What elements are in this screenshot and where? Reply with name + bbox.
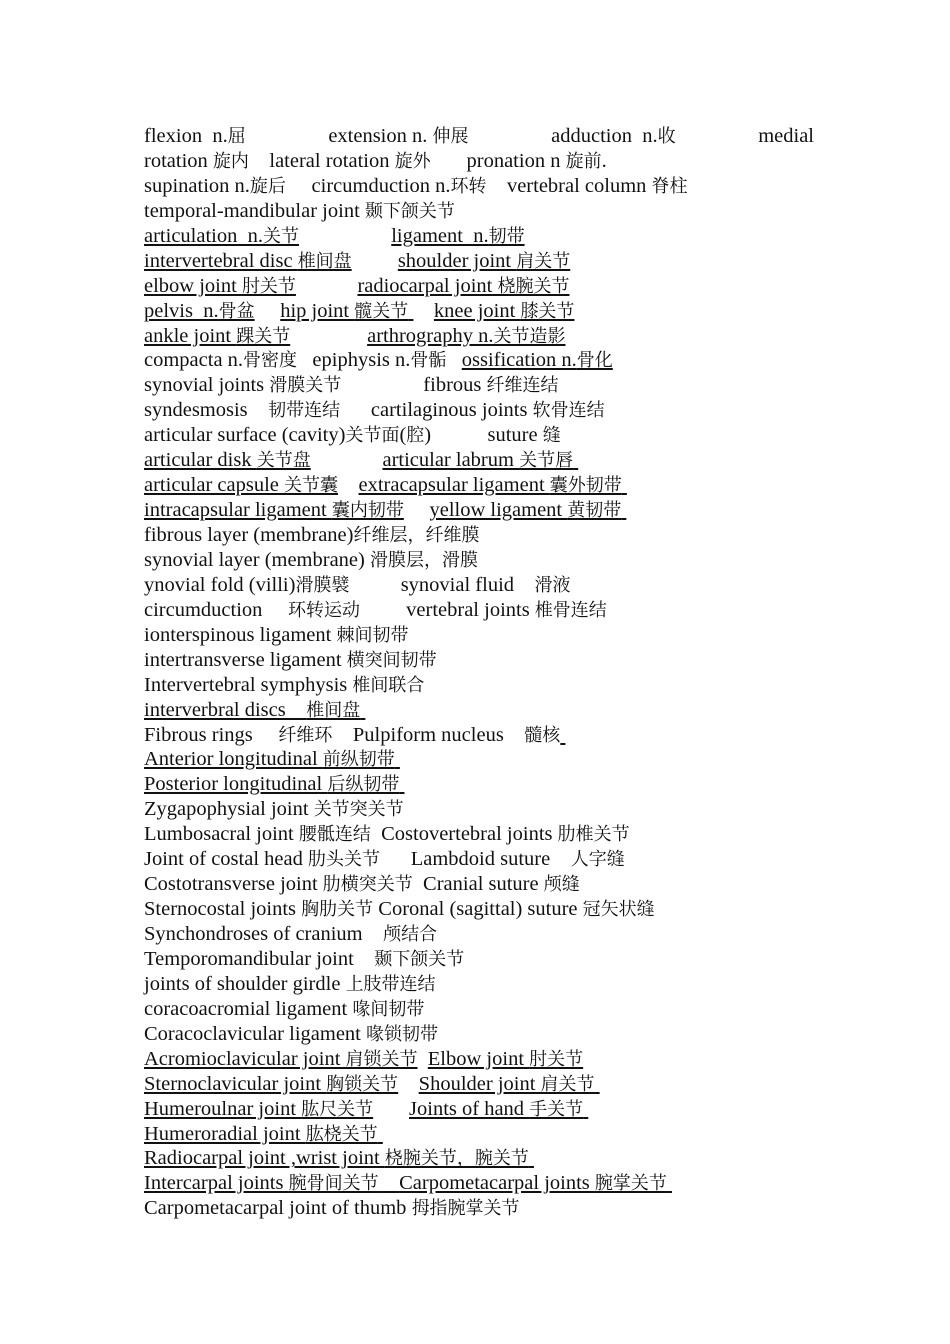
text-line bbox=[144, 698, 814, 723]
underlined-term: Humeroradial joint 肱桡关节 bbox=[144, 1122, 378, 1145]
underlined-term: hip joint 髋关节 bbox=[280, 299, 409, 322]
term-text: ionterspinous ligament 棘间韧带 bbox=[144, 623, 409, 646]
text-line bbox=[144, 249, 814, 274]
term-text bbox=[311, 449, 383, 471]
underlined-term: Anterior longitudinal 前纵韧带 bbox=[144, 748, 395, 771]
term-text bbox=[404, 499, 430, 521]
underlined-term: Radiocarpal joint ,wrist joint 桡腕关节，腕关节 bbox=[144, 1147, 529, 1170]
term-text: supination n.旋后 circumduction n.环转 vertebral column 脊柱 bbox=[144, 174, 688, 197]
text-line bbox=[144, 448, 814, 473]
text-line bbox=[144, 772, 814, 797]
term-text: ynovial fold (villi)滑膜襞 synovial fluid 滑液 bbox=[144, 573, 571, 596]
underlined-term: Carpometacarpal joints 腕掌关节 bbox=[399, 1172, 667, 1195]
underlined-term bbox=[560, 724, 565, 746]
text-line bbox=[144, 1122, 814, 1147]
term-text bbox=[255, 300, 281, 322]
term-text: Coracoclavicular ligament 喙锁韧带 bbox=[144, 1022, 438, 1045]
text-line bbox=[144, 897, 814, 922]
text-line bbox=[144, 947, 814, 972]
text-line bbox=[144, 473, 814, 498]
underlined-term: articular capsule 关节囊 bbox=[144, 474, 339, 497]
text-line bbox=[144, 299, 814, 324]
term-text bbox=[413, 300, 434, 322]
term-text: articular surface (cavity)关节面(腔) suture 缝 bbox=[144, 424, 561, 447]
document-page bbox=[144, 124, 814, 1221]
underlined-term: Elbow joint 肘关节 bbox=[427, 1047, 584, 1070]
term-text: Joint of costal head 肋头关节 Lambdoid suture 人字缝 bbox=[144, 848, 625, 871]
underlined-term: Sternoclavicular joint 胸锁关节 bbox=[144, 1072, 399, 1095]
term-text: joints of shoulder girdle 上肢带连结 bbox=[144, 972, 436, 995]
text-line bbox=[144, 1047, 814, 1072]
term-text: Temporomandibular joint 颞下颌关节 bbox=[144, 947, 465, 970]
text-line bbox=[144, 1022, 814, 1047]
text-line bbox=[144, 1171, 814, 1196]
underlined-term: ossification n.骨化 bbox=[461, 349, 613, 372]
underlined-term: ligament n.韧带 bbox=[391, 224, 525, 247]
text-line bbox=[144, 922, 814, 947]
term-text bbox=[338, 474, 359, 496]
text-line bbox=[144, 797, 814, 822]
text-line bbox=[144, 747, 814, 772]
term-text: temporal-mandibular joint 颞下颌关节 bbox=[144, 199, 455, 222]
text-line bbox=[144, 623, 814, 648]
text-line bbox=[144, 822, 814, 847]
underlined-term: interverbral discs 椎间盘 bbox=[144, 698, 361, 721]
underlined-term: intracapsular ligament 囊内韧带 bbox=[144, 499, 404, 522]
term-text: coracoacromial ligament 喙间韧带 bbox=[144, 997, 425, 1020]
term-text: Intervertebral symphysis 椎间联合 bbox=[144, 673, 425, 696]
term-text: circumduction 环转运动 vertebral joints 椎骨连结 bbox=[144, 598, 607, 621]
text-line bbox=[144, 124, 814, 149]
underlined-term: Shoulder joint 肩关节 bbox=[418, 1072, 595, 1095]
term-text: flexion n.屈 bbox=[144, 125, 246, 147]
term-text: medial bbox=[758, 125, 814, 147]
text-line bbox=[144, 1196, 814, 1221]
text-line bbox=[144, 1072, 814, 1097]
text-line bbox=[144, 423, 814, 448]
underlined-term: articular disk 关节盘 bbox=[144, 449, 311, 472]
term-text: intertransverse ligament 横突间韧带 bbox=[144, 648, 437, 671]
term-text: Synchondroses of cranium 颅结合 bbox=[144, 923, 438, 945]
text-line bbox=[144, 174, 814, 199]
term-text: adduction n.收 bbox=[551, 125, 676, 147]
text-line bbox=[144, 523, 814, 548]
text-line bbox=[144, 373, 814, 398]
term-text: Carpometacarpal joint of thumb 拇指腕掌关节 bbox=[144, 1197, 520, 1220]
underlined-term: Acromioclavicular joint 肩锁关节 bbox=[144, 1047, 418, 1070]
term-text: synovial joints 滑膜关节 fibrous 纤维连结 bbox=[144, 374, 559, 397]
text-line bbox=[144, 224, 814, 249]
text-line bbox=[144, 673, 814, 698]
term-text: syndesmosis 韧带连结 cartilaginous joints 软骨连结 bbox=[144, 399, 605, 422]
underlined-term: extracapsular ligament 囊外韧带 bbox=[358, 474, 622, 497]
underlined-term: knee joint 膝关节 bbox=[433, 299, 575, 322]
underlined-term: articulation n.关节 bbox=[144, 224, 299, 247]
term-text: fibrous layer (membrane)纤维层，纤维膜 bbox=[144, 524, 480, 546]
text-line bbox=[144, 348, 814, 373]
text-line bbox=[144, 972, 814, 997]
text-line bbox=[144, 398, 814, 423]
term-text bbox=[398, 1073, 419, 1095]
underlined-term: articular labrum 关节唇 bbox=[382, 449, 574, 472]
underlined-term: Intercarpal joints 腕骨间关节 bbox=[144, 1172, 379, 1195]
text-line bbox=[144, 324, 814, 349]
text-line bbox=[144, 997, 814, 1022]
term-text bbox=[418, 1048, 428, 1070]
term-text bbox=[299, 225, 391, 247]
text-line bbox=[144, 573, 814, 598]
underlined-term: intervertebral disc 椎间盘 bbox=[144, 249, 352, 272]
term-text: compacta n.骨密度 epiphysis n.骨骺 bbox=[144, 349, 447, 372]
term-text: Costotransverse joint 肋横突关节 Cranial suture 颅缝 bbox=[144, 873, 580, 896]
text-line bbox=[144, 872, 814, 897]
text-line bbox=[144, 1146, 814, 1171]
term-text bbox=[373, 1098, 409, 1120]
term-text bbox=[296, 275, 358, 297]
term-text bbox=[290, 325, 367, 347]
term-text: Lumbosacral joint 腰骶连结 Costovertebral joints 肋椎关节 bbox=[144, 823, 630, 846]
term-text: rotation 旋内 lateral rotation 旋外 pronation n 旋前. bbox=[144, 149, 607, 172]
text-line bbox=[144, 548, 814, 573]
term-text: extension n. 伸展 bbox=[328, 125, 469, 147]
underlined-term: Posterior longitudinal 后纵韧带 bbox=[144, 773, 400, 796]
term-text: Sternocostal joints 胸肋关节 Coronal (sagittal) suture 冠矢状缝 bbox=[144, 898, 655, 921]
underlined-term: yellow ligament 黄韧带 bbox=[429, 499, 622, 522]
term-text: Zygapophysial joint 关节突关节 bbox=[144, 798, 404, 821]
underlined-term: elbow joint 肘关节 bbox=[144, 274, 296, 297]
text-line bbox=[144, 723, 814, 748]
text-line bbox=[144, 598, 814, 623]
underlined-term: arthrography n.关节造影 bbox=[367, 324, 566, 347]
underlined-term: ankle joint 踝关节 bbox=[144, 324, 291, 347]
text-line bbox=[144, 648, 814, 673]
term-text: Fibrous rings 纤维环 Pulpiform nucleus 髓核 bbox=[144, 723, 561, 746]
text-line bbox=[144, 498, 814, 523]
underlined-term: Joints of hand 手关节 bbox=[409, 1097, 584, 1120]
text-line bbox=[144, 199, 814, 224]
term-text: synovial layer (membrane) 滑膜层，滑膜 bbox=[144, 548, 478, 571]
underlined-term: shoulder joint 肩关节 bbox=[397, 249, 571, 272]
underlined-term: radiocarpal joint 桡腕关节 bbox=[357, 274, 570, 297]
text-line bbox=[144, 149, 814, 174]
text-line bbox=[144, 1097, 814, 1122]
text-line bbox=[144, 274, 814, 299]
underlined-term: Humeroulnar joint 肱尺关节 bbox=[144, 1097, 374, 1120]
term-text bbox=[352, 250, 398, 272]
underlined-term: pelvis n.骨盆 bbox=[144, 299, 255, 322]
text-line bbox=[144, 847, 814, 872]
